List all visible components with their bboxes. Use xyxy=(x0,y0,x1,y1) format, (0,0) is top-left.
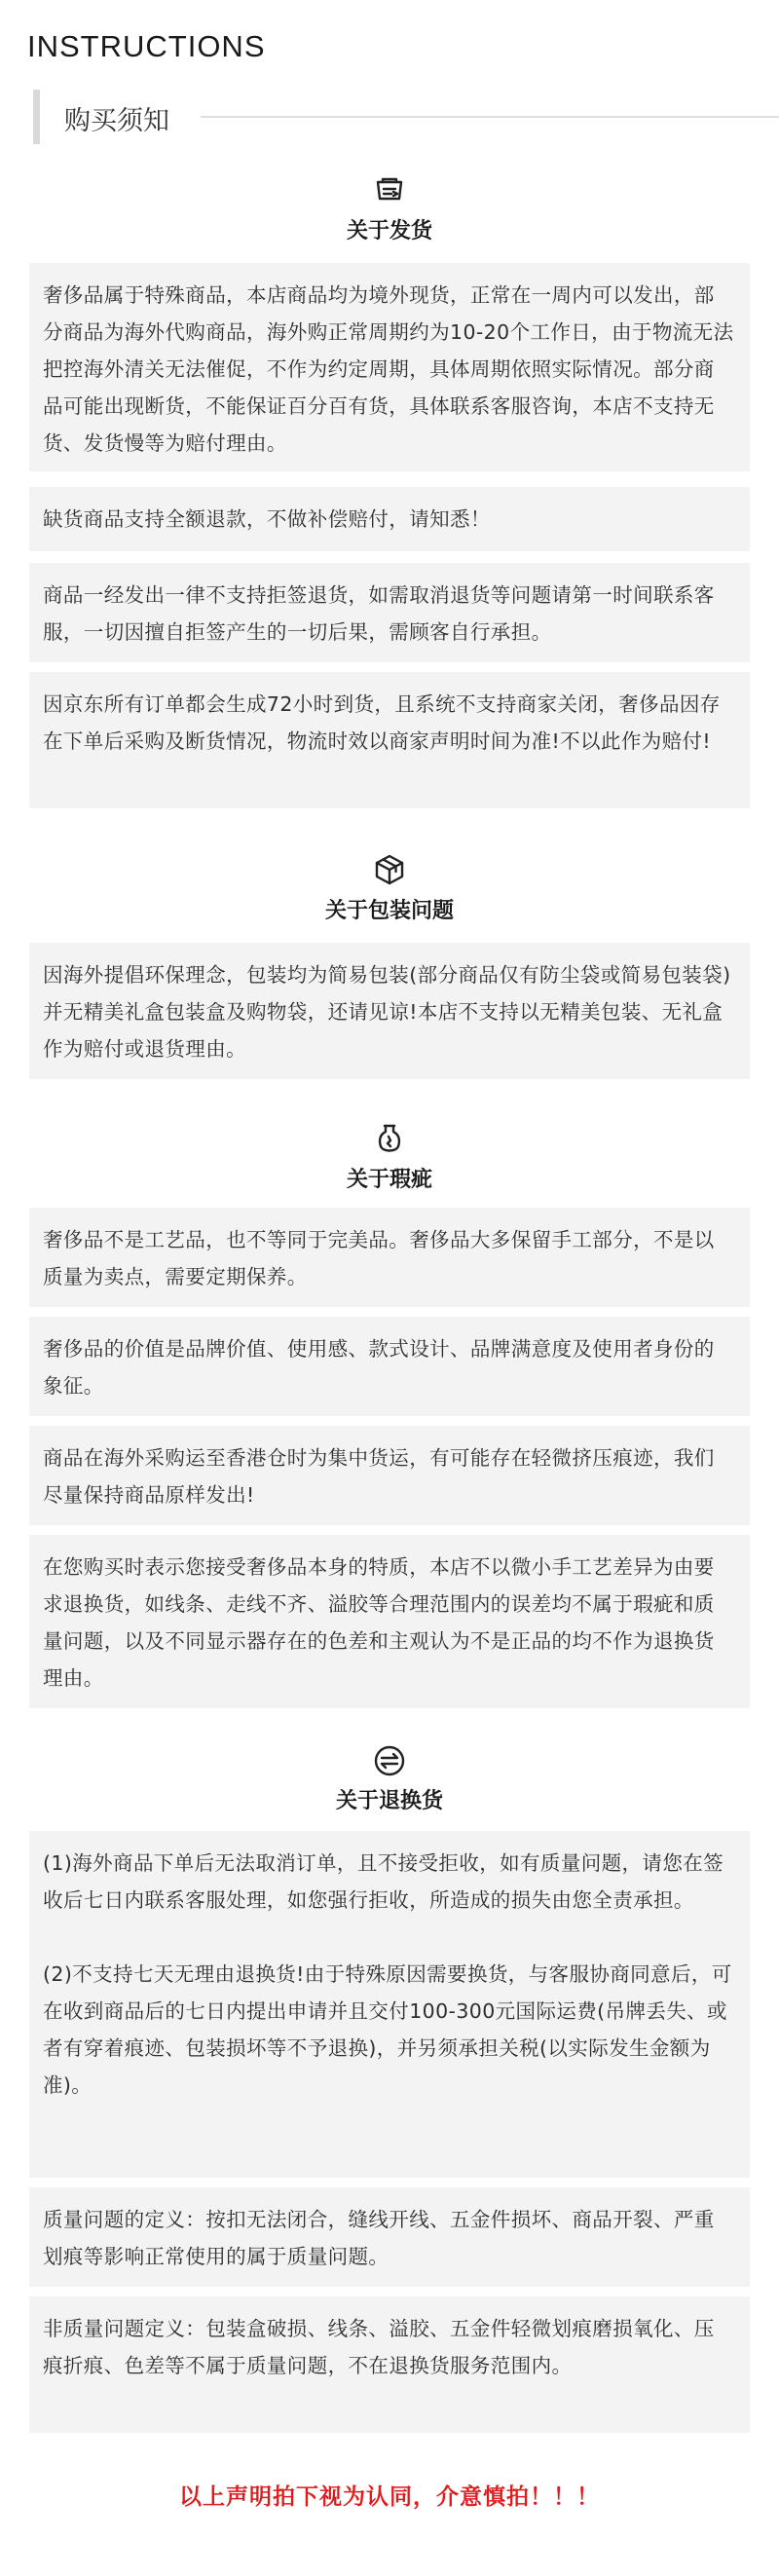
returns-notice-policy xyxy=(29,1831,750,2178)
section-title-packaging: 关于包装问题 xyxy=(324,899,454,923)
paragraph: 商品一经发出一律不支持拒签退货，如需取消退货等问题请第一时间联系客服，一切因擅自拒签产生的一切后果，需顾客自行承担。 xyxy=(43,583,715,644)
section-title-returns: 关于退换货 xyxy=(335,1789,443,1813)
header-title: INSTRUCTIONS xyxy=(27,29,266,63)
paragraph: 缺货商品支持全额退款，不做补偿赔付，请知悉！ xyxy=(43,507,491,531)
exchange-icon xyxy=(372,1743,407,1778)
cart-icon xyxy=(372,173,407,208)
paragraph: 奢侈品的价值是品牌价值、使用感、款式设计、品牌满意度及使用者身份的象征。 xyxy=(43,1337,715,1398)
subtitle-bar xyxy=(33,90,754,144)
defects-notice-transport xyxy=(29,1426,750,1525)
paragraph: 奢侈品不是工艺品，也不等同于完美品。奢侈品大多保留手工部分，不是以质量为卖点，需要定期保养。 xyxy=(43,1228,715,1288)
paragraph: 在您购买时表示您接受奢侈品本身的特质，本店不以微小手工艺差异为由要求退换货，如线条、走线不齐、溢胶等合理范围内的误差均不属于瑕疵和质量问题，以及不同显示器存在的色差和主观认为不是正品的均不作为退换货理由。 xyxy=(43,1555,715,1690)
defects-notice-craft xyxy=(29,1208,750,1307)
package-icon xyxy=(372,852,407,887)
paragraph: 商品在海外采购运至香港仓时为集中货运，有可能存在轻微挤压痕迹，我们尽量保持商品原样发出! xyxy=(43,1446,715,1507)
section-title-defects: 关于瑕疵 xyxy=(346,1168,432,1192)
shipping-notice-reject xyxy=(29,563,750,662)
shipping-notice-refund xyxy=(29,487,750,551)
returns-notice-quality xyxy=(29,2187,750,2287)
paragraph: 因京东所有订单都会生成72小时到货，且系统不支持商家关闭，奢侈品因存在下单后采购及断货情况，物流时效以商家声明时间为准!不以此作为赔付! xyxy=(43,692,721,753)
returns-notice-non-quality xyxy=(29,2296,750,2433)
paragraph: 非质量问题定义：包装盒破损、线条、溢胶、五金件轻微划痕磨损氧化、压痕折痕、色差等不属于质量问题，不在退换货服务范围内。 xyxy=(43,2317,715,2377)
paragraph: 奢侈品属于特殊商品，本店商品均为境外现货，正常在一周内可以发出，部分商品为海外代购商品，海外购正常周期约为10-20个工作日，由于物流无法把控海外清关无法催促，不作为约定周期，具体周期依照实际情况。部分商品可能出现断货，不能保证百分百有货，具体联系客服咨询，本店不支持无货、发货慢等为赔付理由。 xyxy=(43,283,734,455)
section-title-shipping: 关于发货 xyxy=(346,219,432,243)
subtitle: 购买须知 xyxy=(64,106,169,136)
paragraph: 因海外提倡环保理念，包装均为简易包装(部分商品仅有防尘袋或简易包装袋)并无精美礼盒包装盒及购物袋，还请见谅!本店不支持以无精美包装、无礼盒作为赔付或退货理由。 xyxy=(43,963,731,1061)
shipping-notice-delivery xyxy=(29,672,750,808)
shipping-notice-main xyxy=(29,263,750,471)
subtitle-divider xyxy=(201,116,779,118)
subtitle-accent xyxy=(33,90,40,144)
defects-notice-acceptance xyxy=(29,1535,750,1708)
defects-notice-value xyxy=(29,1317,750,1416)
paragraph: (2)不支持七天无理由退换货!由于特殊原因需要换货，与客服协商同意后，可在收到商品后的七日内提出申请并且交付100-300元国际运费(吊牌丢失、或者有穿着痕迹、包装损坏等不予退换)，并另须承担关税(以实际发生金额为准)。 xyxy=(43,1962,732,2097)
paragraph: (1)海外商品下单后无法取消订单，且不接受拒收，如有质量问题，请您在签收后七日内联系客服处理，如您强行拒收，所造成的损失由您全责承担。 xyxy=(43,1851,724,1912)
paragraph: 质量问题的定义：按扣无法闭合，缝线开线、五金件损坏、商品开裂、严重划痕等影响正常使用的属于质量问题。 xyxy=(43,2208,715,2268)
vase-icon xyxy=(372,1122,407,1157)
packaging-notice xyxy=(29,943,750,1079)
footer-warning: 以上声明拍下视为认同，介意慎拍！！！ xyxy=(179,2484,600,2510)
